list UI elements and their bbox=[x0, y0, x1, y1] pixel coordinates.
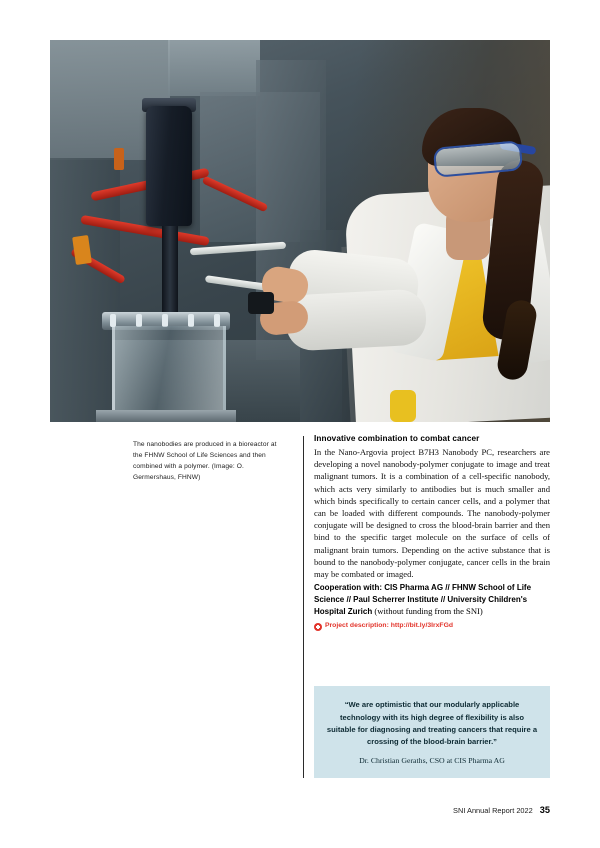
column-divider bbox=[303, 436, 304, 778]
handheld-device bbox=[248, 292, 274, 314]
photo-background bbox=[50, 40, 550, 422]
article-heading: Innovative combination to combat cancer bbox=[314, 434, 480, 443]
page-number: 35 bbox=[539, 805, 550, 815]
bioreactor-base bbox=[96, 410, 236, 422]
cooperation-line bbox=[314, 582, 550, 618]
figure-caption: The nanobodies are produced in a bioreactor at the FHNW School of Life Sciences and then combined with a polymer. (Image: O. Germershaus, FHNW) bbox=[133, 441, 277, 481]
article-column bbox=[314, 434, 550, 631]
orange-valve bbox=[114, 148, 124, 170]
researcher-at-bioreactor-photo bbox=[50, 40, 550, 422]
footer-label: SNI Annual Report 2022 bbox=[453, 806, 533, 815]
bioreactor-stirrer-shaft bbox=[162, 226, 178, 318]
cooperation-partners: Cooperation with: CIS Pharma AG // FHNW School of Life Science // Paul Scherrer Institute // University Children's Hospital Zurich bbox=[314, 583, 532, 617]
pull-quote-author: Dr. Christian Geraths, CSO at CIS Pharma AG bbox=[359, 755, 505, 765]
project-description-link[interactable] bbox=[314, 622, 550, 631]
lab-equipment-block bbox=[168, 40, 260, 96]
project-description-text[interactable]: Project description: http://bit.ly/3IrxFGd bbox=[325, 622, 454, 630]
pull-quote-text: “We are optimistic that our modularly applicable technology with its high degree of flexibility is also suitable for diagnosing and treating cancers that require a crossing of the blood-brain barrier.” bbox=[326, 700, 538, 747]
yellow-glove bbox=[390, 390, 416, 422]
article-paragraph: In the Nano-Argovia project B7H3 Nanobody PC, researchers are developing a novel nanobody-polymer conjugate to image and treat malignant tumors. It is a combination of a cell-specific nanobody, which acts very similarly to antibodies but is much smaller and which binds specifically to certain cancer cells, and a polymer that can be loaded with different compounds. The nanobody-polymer conjugate will be designed to cross the blood-brain barrier and then bind to the specific target molecule on the surface of cells of malignant brain tumors. Depending on the active substance that is bound to the nanobody-polymer conjugate, cancer cells in the brain may be combated or imaged. bbox=[314, 447, 550, 580]
bioreactor-glass-vessel bbox=[112, 326, 226, 422]
cooperation-note: (without funding from the SNI) bbox=[372, 606, 483, 617]
pull-quote-box bbox=[314, 686, 550, 778]
plus-circle-icon bbox=[314, 623, 322, 631]
page-footer bbox=[453, 805, 550, 815]
bioreactor-motor bbox=[146, 106, 192, 226]
